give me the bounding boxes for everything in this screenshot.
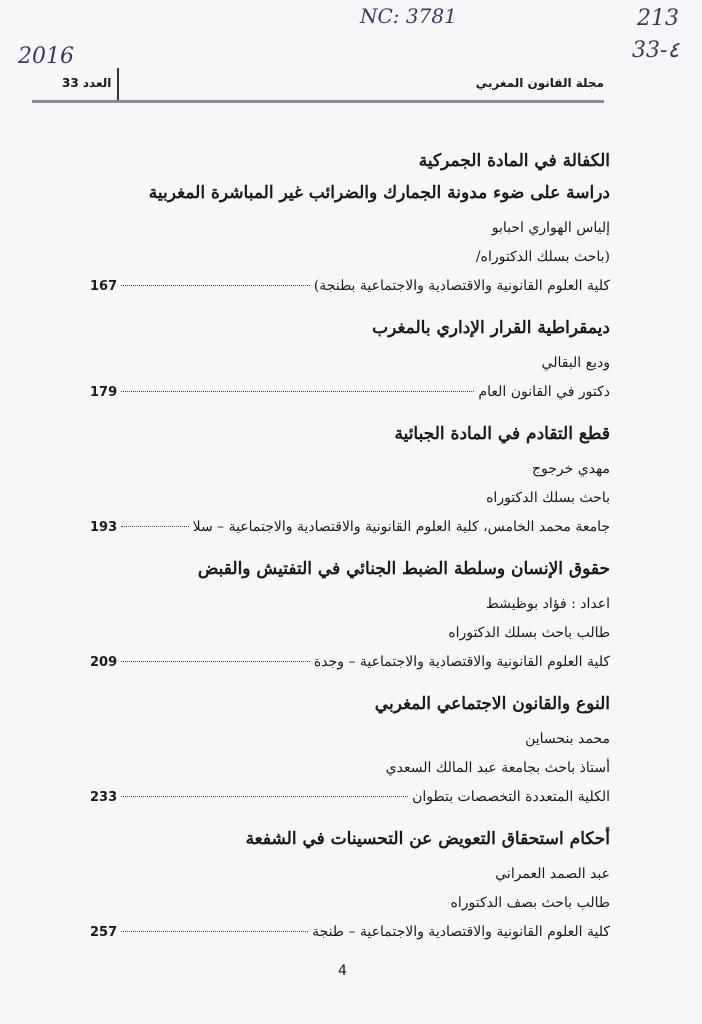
entry-author: إلياس الهواري احبابو	[491, 220, 610, 236]
toc-entry	[90, 150, 610, 301]
handwritten-nc-number: NC: 3781	[360, 4, 457, 28]
handwritten-year: 2016	[18, 44, 74, 69]
toc-entry	[90, 558, 610, 677]
header-divider	[117, 68, 119, 102]
entry-page-line[interactable]	[90, 783, 610, 812]
entry-institution: كلية العلوم القانونية والاقتصادية والاجتماعية – طنجة	[312, 924, 610, 940]
entry-page-line[interactable]	[90, 378, 610, 407]
handwritten-ref-top: 213	[637, 6, 679, 31]
toc-entry	[90, 423, 610, 542]
entry-institution: جامعة محمد الخامس، كلية العلوم القانونية والاقتصادية والاجتماعية – سلا	[192, 519, 610, 535]
entry-page-line[interactable]	[90, 513, 610, 542]
entry-author: عبد الصمد العمراني	[495, 866, 610, 882]
entry-institution: الكلية المتعددة التخصصات بتطوان	[412, 789, 610, 805]
entry-affiliation: طالب باحث بصف الدكتوراه	[450, 895, 610, 911]
header-rule	[32, 100, 604, 103]
handwritten-ref-bottom: 33-٤	[632, 38, 680, 63]
table-of-contents	[90, 150, 610, 963]
entry-page-line[interactable]	[90, 918, 610, 947]
entry-page-line[interactable]	[90, 272, 610, 301]
entry-page-line[interactable]	[90, 648, 610, 677]
entry-subtitle: دراسة على ضوء مدونة الجمارك والضرائب غير المباشرة المغربية	[148, 183, 610, 203]
entry-title[interactable]: أحكام استحقاق التعويض عن التحسينات في الشفعة	[245, 829, 610, 849]
entry-title[interactable]: الكفالة في المادة الجمركية	[418, 151, 610, 171]
dot-leader	[121, 931, 308, 932]
entry-title[interactable]: حقوق الإنسان وسلطة الضبط الجنائي في التفتيش والقبض	[197, 559, 610, 579]
entry-author: اعداد : فؤاد بوظيشط	[485, 596, 610, 612]
entry-page-number: 179	[90, 385, 118, 400]
entry-page-number: 257	[90, 925, 118, 940]
entry-affiliation: أستاذ باحث بجامعة عبد المالك السعدي	[385, 760, 610, 776]
issue-number: العدد 33	[62, 76, 112, 90]
dot-leader	[121, 285, 310, 286]
entry-page-number: 209	[90, 655, 118, 670]
dot-leader	[121, 661, 310, 662]
entry-title[interactable]: ديمقراطية القرار الإداري بالمغرب	[372, 318, 610, 338]
entry-institution: كلية العلوم القانونية والاقتصادية والاجتماعية بطنجة)	[313, 278, 610, 294]
toc-entry	[90, 693, 610, 812]
entry-affiliation: طالب باحث بسلك الدكتوراه	[448, 625, 610, 641]
entry-title[interactable]: النوع والقانون الاجتماعي المغربي	[374, 694, 610, 714]
entry-page-number: 193	[90, 520, 118, 535]
entry-page-number: 167	[90, 279, 118, 294]
entry-title[interactable]: قطع التقادم في المادة الجبائية	[394, 424, 610, 444]
toc-entry	[90, 317, 610, 407]
dot-leader	[121, 391, 474, 392]
journal-title: مجلة القانون المغربي	[475, 76, 604, 90]
toc-entry	[90, 828, 610, 947]
entry-author: مهدي خرجوج	[531, 461, 610, 477]
dot-leader	[121, 526, 188, 527]
entry-affiliation: (باحث بسلك الدكتوراه/	[475, 249, 610, 265]
entry-page-number: 233	[90, 790, 118, 805]
entry-institution: دكتور في القانون العام	[478, 384, 610, 400]
entry-affiliation: باحث بسلك الدكتوراه	[486, 490, 610, 506]
dot-leader	[121, 796, 408, 797]
page-number: 4	[338, 963, 347, 979]
entry-author: محمد بنحساين	[525, 731, 610, 747]
entry-institution: كلية العلوم القانونية والاقتصادية والاجتماعية – وجدة	[313, 654, 610, 670]
entry-author: وديع البقالي	[541, 355, 610, 371]
